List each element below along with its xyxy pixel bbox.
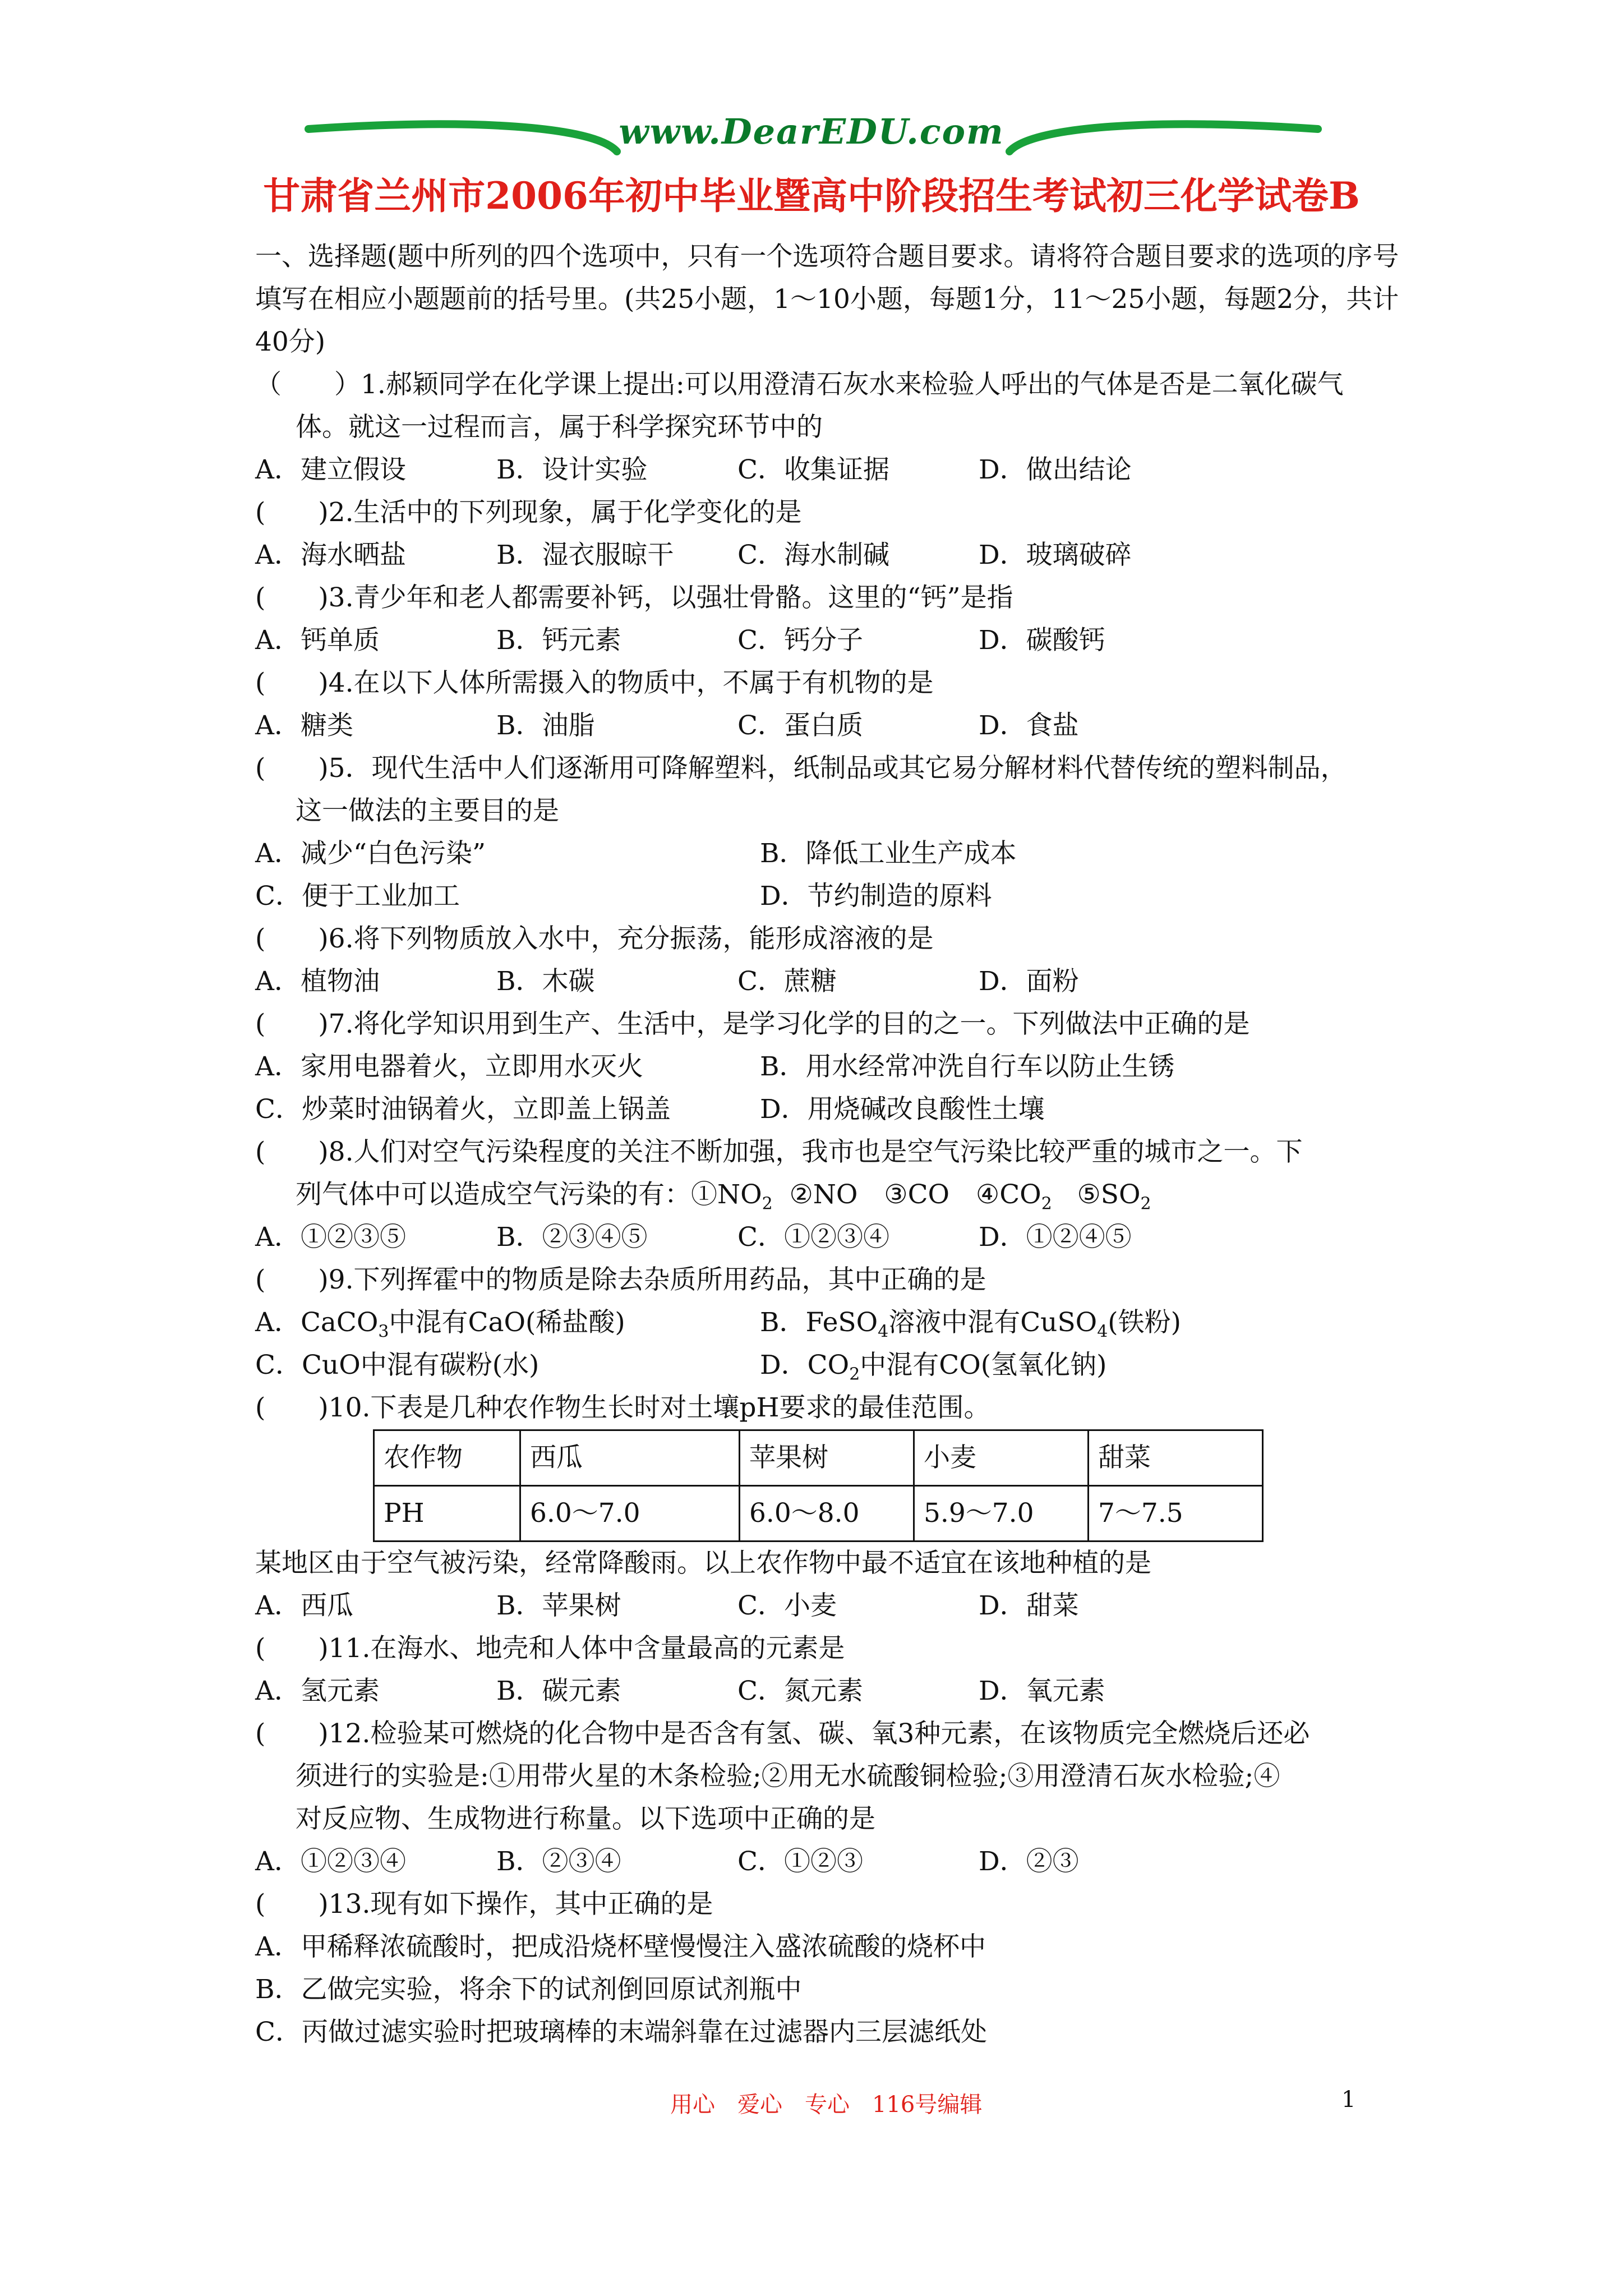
q4-option-c: C．蛋白质 <box>737 710 863 741</box>
q9-a-text: A．CaCO <box>255 1307 379 1338</box>
q1-options <box>255 449 1422 491</box>
q3-option-a: A．钙单质 <box>255 625 380 656</box>
q12-options <box>255 1841 1422 1883</box>
q2-options <box>255 534 1422 577</box>
q3-options <box>255 619 1422 662</box>
q9-b-text-3: (铁粉) <box>1108 1307 1181 1338</box>
q4-option-d: D．食盐 <box>979 710 1079 741</box>
q11-options <box>255 1670 1422 1713</box>
q5-option-a: A．减少“白色污染” <box>255 838 486 869</box>
q10-option-b: B．苹果树 <box>496 1590 621 1621</box>
q6-option-c: C．蔗糖 <box>737 966 837 997</box>
table-cell: 小麦 <box>914 1430 1089 1486</box>
q9-stem: ( )9.下列挥霍中的物质是除去杂质所用药品，其中正确的是 <box>255 1264 986 1295</box>
q13-option-c: C．丙做过滤实验时把玻璃棒的末端斜靠在过滤器内三层滤纸处 <box>255 2017 987 2047</box>
q1-stem-cont: 体。就这一过程而言，属于科学探究环节中的 <box>296 412 823 443</box>
table-cell: 农作物 <box>374 1430 520 1486</box>
q4-stem: ( )4.在以下人体所需摄入的物质中，不属于有机物的是 <box>255 668 934 698</box>
q13-option-a: A．甲稀释浓硫酸时，把成沿烧杯壁慢慢注入盛浓硫酸的烧杯中 <box>255 1931 986 1962</box>
q1-stem: （ ）1.郝颖同学在化学课上提出:可以用澄清石灰水来检验人呼出的气体是否是二氧化碳气 <box>255 369 1344 400</box>
q2-option-d: D．玻璃破碎 <box>979 540 1132 570</box>
q4-option-b: B．油脂 <box>496 710 595 741</box>
q8-option-c: C．①②③④ <box>737 1222 889 1253</box>
q7-option-d: D．用烧碱改良酸性土壤 <box>760 1094 1045 1125</box>
q8-stem-cont <box>255 1174 1422 1216</box>
q10-option-d: D．甜菜 <box>979 1590 1079 1621</box>
section-intro: 一、选择题(题中所列的四个选项中，只有一个选项符合题目要求。请将符合题目要求的选项的序号填写在相应小题题前的括号里。(共25小题，1～10小题，每题1分，11～25小题，每题2分，共计40分) <box>255 241 1399 357</box>
q9-options-row2 <box>255 1344 1422 1387</box>
q12-option-a: A．①②③④ <box>255 1846 406 1877</box>
q3-stem: ( )3.青少年和老人都需要补钙，以强壮骨骼。这里的“钙”是指 <box>255 582 1013 613</box>
table-cell: 7～7.5 <box>1089 1486 1263 1542</box>
q5-option-d: D．节约制造的原料 <box>760 881 992 912</box>
q11-stem: ( )11.在海水、地壳和人体中含量最高的元素是 <box>255 1633 845 1664</box>
q7-options-row1 <box>255 1046 1422 1088</box>
q5-option-b: B．降低工业生产成本 <box>760 838 1017 869</box>
q8-sub-2: 2 <box>1041 1194 1052 1214</box>
q2-option-a: A．海水晒盐 <box>255 540 406 570</box>
q11-option-a: A．氢元素 <box>255 1676 380 1706</box>
q5-stem: ( )5．现代生活中人们逐渐用可降解塑料，纸制品或其它易分解材料代替传统的塑料制品， <box>255 753 1347 784</box>
q5-options-row1 <box>255 832 1422 875</box>
q6-options <box>255 960 1422 1003</box>
q6-option-a: A．植物油 <box>255 966 380 997</box>
q8-sub-3: 2 <box>1140 1194 1151 1214</box>
q1-option-d: D．做出结论 <box>979 454 1132 485</box>
q4-option-a: A．糖类 <box>255 710 353 741</box>
q9-d-sub: 2 <box>849 1364 860 1384</box>
q8-text-c: ⑤SO <box>1077 1179 1141 1210</box>
q10-option-c: C．小麦 <box>737 1590 837 1621</box>
q10-options <box>255 1585 1422 1627</box>
q9-b-sub-2: 4 <box>1097 1322 1108 1342</box>
q8-text-b: ②NO ③CO ④CO <box>789 1179 1041 1210</box>
table-cell: 苹果树 <box>740 1430 914 1486</box>
q9-option-c: C．CuO中混有碳粉(水) <box>255 1350 540 1381</box>
footer-slogan: 用心 爱心 专心 116号编辑 <box>670 2092 983 2118</box>
site-logo-text: www.DearEDU.com <box>619 111 1004 152</box>
q2-option-b: B．湿衣服晾干 <box>496 540 674 570</box>
table-cell: 6.0～8.0 <box>740 1486 914 1542</box>
q8-option-a: A．①②③⑤ <box>255 1222 406 1253</box>
q12-stem: ( )12.检验某可燃烧的化合物中是否含有氢、碳、氧3种元素，在该物质完全燃烧后还必 <box>255 1718 1310 1749</box>
q9-option-d <box>760 1344 1106 1387</box>
q12-option-d: D．②③ <box>979 1846 1079 1877</box>
q3-option-d: D．碳酸钙 <box>979 625 1105 656</box>
table-cell: 甜菜 <box>1089 1430 1263 1486</box>
table-cell: 6.0～7.0 <box>520 1486 740 1542</box>
q11-option-b: B．碳元素 <box>496 1676 621 1706</box>
table-cell: 5.9～7.0 <box>914 1486 1089 1542</box>
q12-stem-cont: 须进行的实验是:①用带火星的木条检验;②用无水硫酸铜检验;③用澄清石灰水检验;④ <box>296 1761 1280 1792</box>
q10-stem-cont: 某地区由于空气被污染，经常降酸雨。以上农作物中最不适宜在该地种植的是 <box>255 1548 1151 1579</box>
q7-options-row2 <box>255 1088 1422 1131</box>
q9-b-sub: 4 <box>878 1322 889 1342</box>
q11-option-d: D．氧元素 <box>979 1676 1105 1706</box>
q5-options-row2 <box>255 875 1422 918</box>
q2-stem: ( )2.生活中的下列现象，属于化学变化的是 <box>255 497 802 528</box>
q9-b-text-2: 溶液中混有CuSO <box>888 1307 1098 1338</box>
q3-option-c: C．钙分子 <box>737 625 863 656</box>
q8-text-a: 列气体中可以造成空气污染的有：①NO <box>296 1179 762 1210</box>
q9-d-text: D．CO <box>760 1350 850 1381</box>
q6-option-d: D．面粉 <box>979 966 1079 997</box>
q6-stem: ( )6.将下列物质放入水中，充分振荡，能形成溶液的是 <box>255 923 934 954</box>
q9-options-row1 <box>255 1301 1422 1344</box>
q7-stem: ( )7.将化学知识用到生产、生活中，是学习化学的目的之一。下列做法中正确的是 <box>255 1009 1250 1039</box>
q12-option-c: C．①②③ <box>737 1846 863 1877</box>
q9-b-text: B．FeSO <box>760 1307 878 1338</box>
q8-options <box>255 1216 1422 1259</box>
q11-option-c: C．氮元素 <box>737 1676 863 1706</box>
q8-option-d: D．①②④⑤ <box>979 1222 1132 1253</box>
q7-option-c: C．炒菜时油锅着火，立即盖上锅盖 <box>255 1094 671 1125</box>
ph-table <box>373 1429 1264 1542</box>
q6-option-b: B．木碳 <box>496 966 595 997</box>
q9-d-text-2: 中混有CO(氢氧化钠) <box>860 1350 1107 1381</box>
table-row <box>374 1430 1263 1486</box>
q5-option-c: C．便于工业加工 <box>255 881 460 912</box>
exam-content <box>255 236 1422 2054</box>
table-cell: PH <box>374 1486 520 1542</box>
exam-title: 甘肃省兰州市2006年初中毕业暨高中阶段招生考试初三化学试卷B <box>263 174 1360 218</box>
q10-stem: ( )10.下表是几种农作物生长时对土壤pH要求的最佳范围。 <box>255 1392 990 1423</box>
q12-option-b: B．②③④ <box>496 1846 621 1877</box>
q3-option-b: B．钙元素 <box>496 625 621 656</box>
q1-option-a: A．建立假设 <box>255 454 406 485</box>
q8-stem: ( )8.人们对空气污染程度的关注不断加强，我市也是空气污染比较严重的城市之一。下 <box>255 1137 1303 1167</box>
q13-option-b: B．乙做完实验，将余下的试剂倒回原试剂瓶中 <box>255 1974 802 2005</box>
q9-a-sub: 3 <box>378 1322 389 1342</box>
q4-options <box>255 705 1422 747</box>
q13-stem: ( )13.现有如下操作，其中正确的是 <box>255 1889 713 1920</box>
q9-a-text-2: 中混有CaO(稀盐酸) <box>389 1307 625 1338</box>
table-cell: 西瓜 <box>520 1430 740 1486</box>
q1-option-c: C．收集证据 <box>737 454 889 485</box>
q8-option-b: B．②③④⑤ <box>496 1222 648 1253</box>
q10-option-a: A．西瓜 <box>255 1590 353 1621</box>
q7-option-b: B．用水经常冲洗自行车以防止生锈 <box>760 1051 1175 1082</box>
table-row <box>374 1486 1263 1542</box>
q9-option-a <box>255 1301 760 1344</box>
q5-stem-cont: 这一做法的主要目的是 <box>296 795 559 826</box>
q1-option-b: B．设计实验 <box>496 454 648 485</box>
q2-option-c: C．海水制碱 <box>737 540 889 570</box>
q9-option-b <box>760 1301 1181 1344</box>
q12-stem-cont-2: 对反应物、生成物进行称量。以下选项中正确的是 <box>296 1803 875 1834</box>
q7-option-a: A．家用电器着火，立即用水灭火 <box>255 1051 643 1082</box>
page-number: 1 <box>1341 2087 1356 2113</box>
q8-sub-1: 2 <box>762 1194 773 1214</box>
